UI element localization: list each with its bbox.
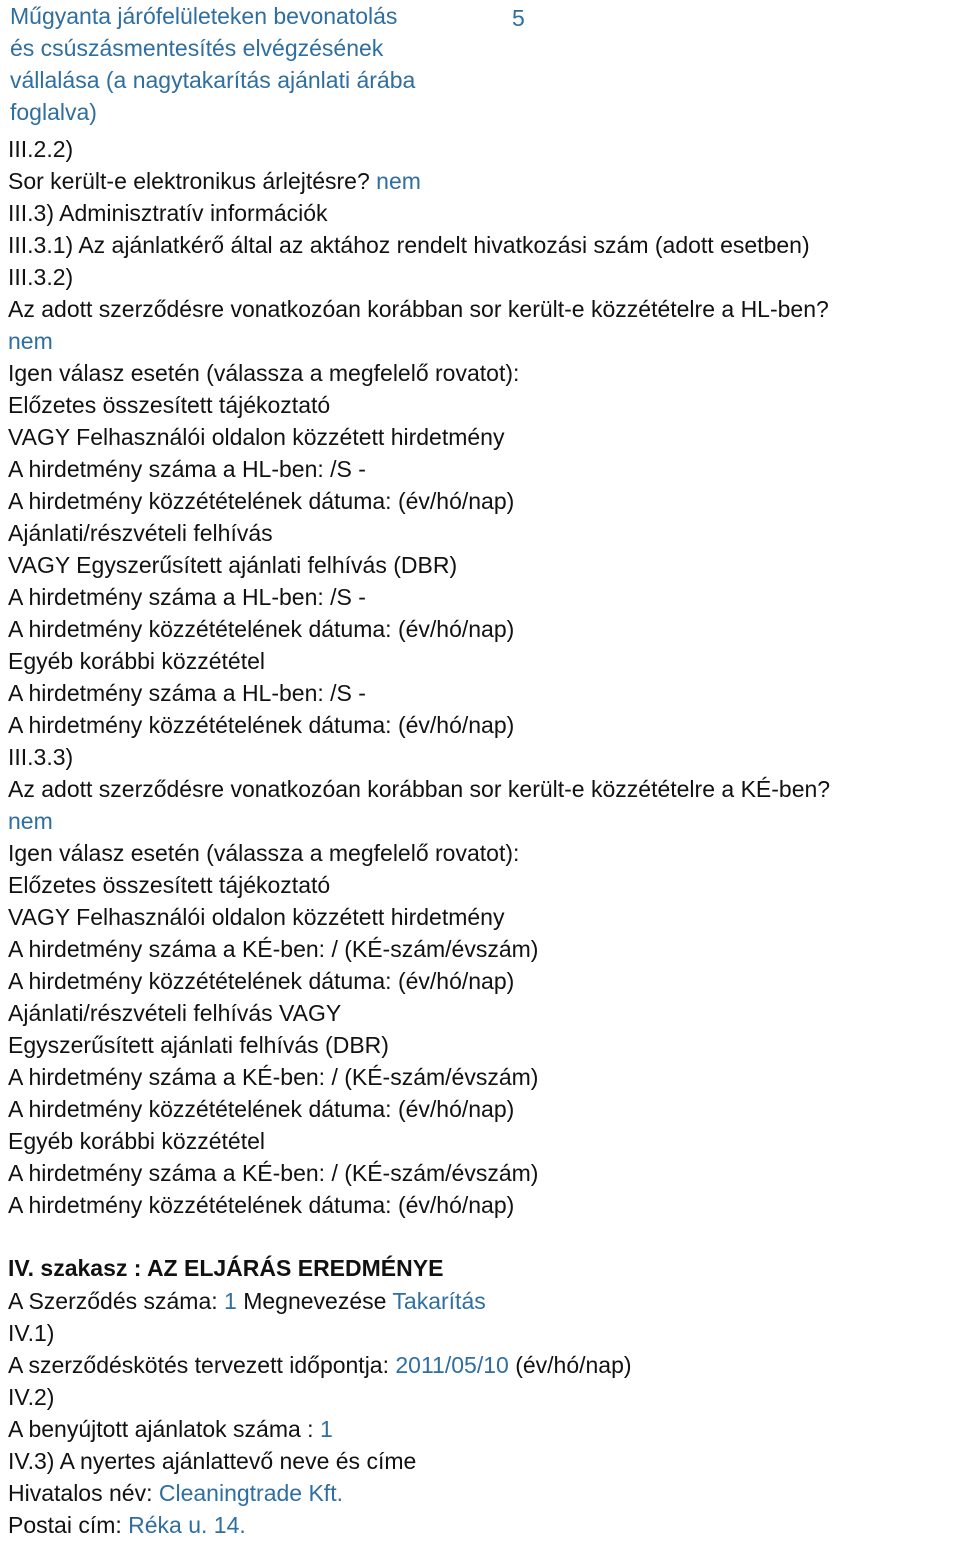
- contract-row: [8, 1285, 486, 1317]
- section-number: III.3.3): [8, 744, 74, 770]
- winner-heading: IV.3) A nyertes ajánlattevő neve és címe: [8, 1448, 417, 1474]
- ke-line: A hirdetmény közzétételének dátuma: (év/hó/nap): [8, 968, 515, 994]
- ke-line: A hirdetmény száma a KÉ-ben: / (KÉ-szám/évszám): [8, 936, 539, 962]
- section-iv-heading: IV. szakasz : AZ ELJÁRÁS EREDMÉNYE: [8, 1255, 444, 1281]
- ke-question: Az adott szerződésre vonatkozóan korábban sor került-e közzétételre a KÉ-ben?: [8, 776, 831, 802]
- postal-address-value: Réka u. 14.: [128, 1512, 246, 1538]
- contract-name-label: Megnevezése: [243, 1288, 387, 1314]
- section-number: III.2.2): [8, 136, 74, 162]
- hl-answer: nem: [8, 328, 53, 354]
- ke-line: Előzetes összesített tájékoztató: [8, 872, 331, 898]
- ke-line: VAGY Felhasználói oldalon közzétett hirdetmény: [8, 904, 505, 930]
- postal-address-label: Postai cím:: [8, 1512, 122, 1538]
- hl-line: A hirdetmény száma a HL-ben: /S -: [8, 680, 366, 706]
- auction-answer: nem: [376, 168, 421, 194]
- ke-line: A hirdetmény közzétételének dátuma: (év/hó/nap): [8, 1096, 515, 1122]
- header-title-line: és csúszásmentesítés elvégzésének: [10, 35, 384, 61]
- ke-answer: nem: [8, 808, 53, 834]
- hl-line: VAGY Felhasználói oldalon közzétett hirdetmény: [8, 424, 505, 450]
- postal-address-row: [8, 1509, 246, 1541]
- header-title-line: foglalva): [10, 99, 97, 125]
- official-name-label: Hivatalos név:: [8, 1480, 153, 1506]
- hl-line: A hirdetmény száma a HL-ben: /S -: [8, 456, 366, 482]
- hl-line: A hirdetmény száma a HL-ben: /S -: [8, 584, 366, 610]
- header-title-line: vállalása (a nagytakarítás ajánlati árába: [10, 67, 416, 93]
- contract-name-value: Takarítás: [392, 1288, 486, 1314]
- contract-label: A Szerződés száma:: [8, 1288, 218, 1314]
- reference-number-line: III.3.1) Az ajánlatkérő által az aktához rendelt hivatkozási szám (adott esetben): [8, 232, 810, 258]
- contract-date-row: [8, 1349, 632, 1381]
- auction-question: Sor került-e elektronikus árlejtésre?: [8, 168, 370, 194]
- official-name-row: [8, 1477, 343, 1509]
- hl-line: Egyéb korábbi közzététel: [8, 648, 265, 674]
- hl-line: A hirdetmény közzétételének dátuma: (év/hó/nap): [8, 712, 515, 738]
- hl-line: A hirdetmény közzétételének dátuma: (év/hó/nap): [8, 616, 515, 642]
- contract-date-label: A szerződéskötés tervezett időpontja:: [8, 1352, 389, 1378]
- ke-line: Ajánlati/részvételi felhívás VAGY: [8, 1000, 342, 1026]
- section-number: IV.1): [8, 1320, 55, 1346]
- ke-line: A hirdetmény száma a KÉ-ben: / (KÉ-szám/évszám): [8, 1064, 539, 1090]
- ke-line: Igen válasz esetén (válassza a megfelelő rovatot):: [8, 840, 520, 866]
- auction-row: [8, 165, 421, 197]
- contract-date-value: 2011/05/10: [395, 1352, 509, 1378]
- header-value: 5: [512, 5, 525, 31]
- hl-line: Előzetes összesített tájékoztató: [8, 392, 331, 418]
- ke-line: A hirdetmény közzétételének dátuma: (év/hó/nap): [8, 1192, 515, 1218]
- header-title-line: Műgyanta járófelületeken bevonatolás: [10, 3, 398, 29]
- contract-date-unit: (év/hó/nap): [515, 1352, 632, 1378]
- section-number: IV.2): [8, 1384, 55, 1410]
- ke-line: A hirdetmény száma a KÉ-ben: / (KÉ-szám/évszám): [8, 1160, 539, 1186]
- bids-row: [8, 1413, 333, 1445]
- bids-value: 1: [319, 1416, 333, 1442]
- bids-label: A benyújtott ajánlatok száma :: [8, 1416, 314, 1442]
- section-number: III.3.2): [8, 264, 74, 290]
- official-name-value: Cleaningtrade Kft.: [158, 1480, 343, 1506]
- ke-line: Egyéb korábbi közzététel: [8, 1128, 265, 1154]
- hl-line: VAGY Egyszerűsített ajánlati felhívás (DBR): [8, 552, 458, 578]
- hl-line: Ajánlati/részvételi felhívás: [8, 520, 273, 546]
- ke-line: Egyszerűsített ajánlati felhívás (DBR): [8, 1032, 389, 1058]
- contract-number: 1: [224, 1288, 237, 1314]
- section-heading: III.3) Adminisztratív információk: [8, 200, 328, 226]
- hl-question: Az adott szerződésre vonatkozóan korábban sor került-e közzétételre a HL-ben?: [8, 296, 829, 322]
- section-header: [10, 0, 530, 128]
- hl-line: Igen válasz esetén (válassza a megfelelő rovatot):: [8, 360, 520, 386]
- hl-line: A hirdetmény közzétételének dátuma: (év/hó/nap): [8, 488, 515, 514]
